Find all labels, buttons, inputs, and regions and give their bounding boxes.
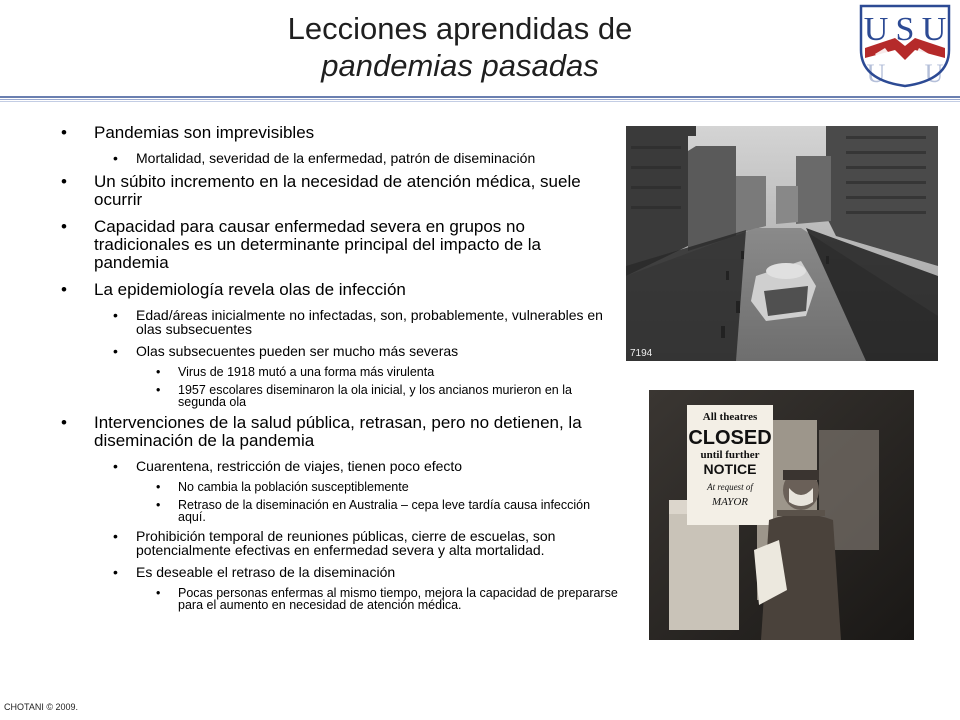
bullet-text: Virus de 1918 mutó a una forma más virulenta [178, 365, 435, 379]
bullet-marker: • [61, 413, 67, 432]
bullet-marker: • [61, 172, 67, 191]
bullet-text: Un súbito incremento en la necesidad de atención médica, suele ocurrir [94, 172, 581, 209]
bullet-text: Cuarentena, restricción de viajes, tienen poco efecto [136, 458, 463, 474]
bullet-text: Pocas personas enfermas al mismo tiempo, mejora la capacidad de prepararse para el aumento en necesidad de atención médica. [178, 586, 618, 612]
parade-street-photo [626, 126, 938, 361]
title-line-2: pandemias pasadas [321, 48, 599, 83]
bullet-level-3 [58, 499, 618, 523]
bullet-level-2 [58, 565, 618, 579]
closed-notice-photo [649, 390, 914, 640]
bullet-text: Edad/áreas inicialmente no infectadas, son, probablemente, vulnerables en olas subsecuentes [136, 307, 603, 337]
bullet-text: La epidemiología revela olas de infección [94, 280, 406, 299]
bullet-text: Intervenciones de la salud pública, retrasan, pero no detienen, la diseminación de la pandemia [94, 413, 582, 450]
title-divider [0, 96, 960, 104]
bullet-level-1 [58, 124, 618, 142]
bullet-text: 1957 escolares diseminaron la ola inicial, y los ancianos murieron en la segunda ola [178, 383, 572, 409]
bullet-level-1 [58, 281, 618, 299]
bullet-marker: • [61, 123, 67, 142]
bullet-marker: • [156, 586, 161, 600]
bullet-text: Prohibición temporal de reuniones públicas, cierre de escuelas, son potencialmente efectivas en enfermedad severa y alta mortalidad. [136, 528, 556, 558]
bullet-level-2 [58, 344, 618, 358]
title-line-1: Lecciones aprendidas de [287, 11, 633, 46]
bullet-marker: • [61, 217, 67, 236]
bullet-marker: • [61, 280, 67, 299]
bullet-marker: • [156, 480, 161, 494]
logo-letter-1: U [863, 11, 889, 48]
bullet-level-1 [58, 414, 618, 450]
bullet-level-1 [58, 173, 618, 209]
notice-line-2: CLOSED [688, 427, 772, 449]
svg-text:U: U [924, 59, 944, 88]
logo-letter-3: U [921, 11, 947, 48]
parade-corner-mark: 7194 [630, 348, 653, 359]
bullet-marker: • [113, 343, 118, 359]
logo-letter-2: S [895, 11, 915, 48]
bullet-marker: • [113, 458, 118, 474]
bullet-level-3 [58, 481, 618, 493]
slide-title [150, 10, 770, 84]
bullet-text: No cambia la población susceptiblemente [178, 480, 409, 494]
bullet-level-2 [58, 529, 618, 557]
bullet-marker: • [156, 365, 161, 379]
bullet-list [58, 124, 618, 617]
bullet-marker: • [113, 564, 118, 580]
bullet-text: Mortalidad, severidad de la enfermedad, patrón de diseminación [136, 150, 536, 166]
footer-copyright: CHOTANI © 2009. [4, 702, 78, 712]
bullet-level-3 [58, 384, 618, 408]
bullet-text: Retraso de la diseminación en Australia – cepa leve tardía causa infección aquí. [178, 498, 591, 524]
bullet-level-3 [58, 587, 618, 611]
bullet-level-2 [58, 151, 618, 165]
notice-line-3: until further [700, 449, 760, 461]
bullet-text: Es deseable el retraso de la diseminación [136, 564, 396, 580]
bullet-marker: • [113, 307, 118, 323]
notice-line-6: MAYOR [711, 496, 749, 508]
bullet-marker: • [113, 150, 118, 166]
bullet-level-2 [58, 459, 618, 473]
bullet-text: Pandemias son imprevisibles [94, 123, 315, 142]
notice-line-4: NOTICE [703, 461, 757, 477]
bullet-level-2 [58, 308, 618, 336]
notice-line-1: All theatres [702, 411, 758, 423]
bullet-marker: • [156, 383, 161, 397]
usu-logo [855, 2, 955, 88]
svg-text:U: U [866, 59, 886, 88]
bullet-level-3 [58, 366, 618, 378]
bullet-marker: • [113, 528, 118, 544]
bullet-marker: • [156, 498, 161, 512]
notice-line-5: At request of [707, 482, 753, 492]
bullet-level-1 [58, 218, 618, 272]
bullet-text: Capacidad para causar enfermedad severa en grupos no tradicionales es un determinante principal del impacto de la pandemia [94, 217, 541, 272]
bullet-text: Olas subsecuentes pueden ser mucho más severas [136, 343, 459, 359]
